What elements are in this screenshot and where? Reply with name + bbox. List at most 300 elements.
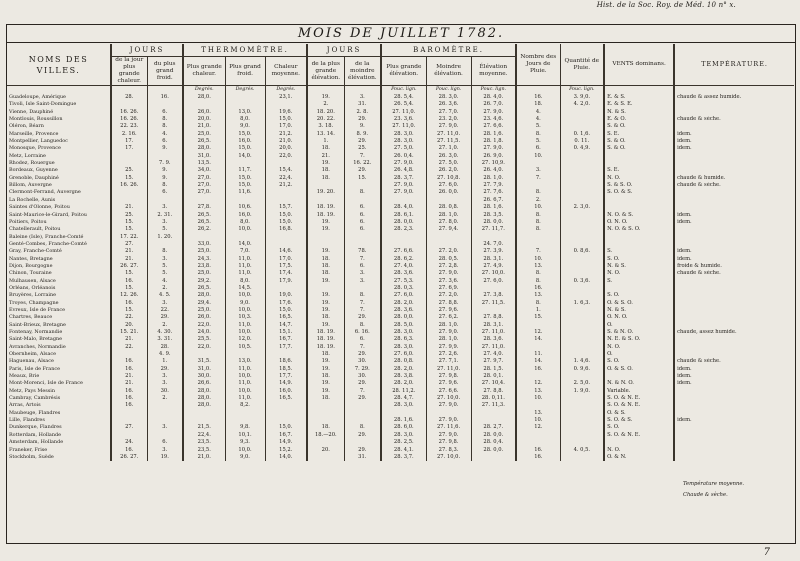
cell-baro-moindre: 28. 0,5. — [426, 256, 471, 263]
cell-baro-plus: 28. 6,3. — [381, 336, 426, 343]
table-row — [7, 424, 794, 431]
cell-jour-chaleur: 22. — [111, 344, 147, 351]
cell-plus-grande-chaleur: 28,0. — [183, 94, 225, 101]
cell-baro-plus: 28. 6,0. — [381, 424, 426, 431]
cell-baro-moyenne: 26. 6,7. — [471, 197, 516, 204]
cell-jours-pluie: 1. — [516, 307, 560, 314]
cell-plus-grande-chaleur: 22,4. — [183, 432, 225, 439]
cell-baro-plus: 28. 6,1. — [381, 212, 426, 219]
cell-baro-moindre: 27. 9,4. — [426, 226, 471, 233]
cell-plus-grande-chaleur: 20,0. — [183, 116, 225, 123]
cell-baro-plus: 28. 5,4. — [381, 94, 426, 101]
cell-temperature — [674, 241, 794, 248]
cell-jours-pluie: 16. — [516, 94, 560, 101]
cell-baro-plus: 28. 3,0. — [381, 329, 426, 336]
cell-plus-grand-froid: 8,0. — [225, 116, 265, 123]
cell-city: Bordeaux, Guyenne — [9, 167, 58, 174]
cell-temperature — [674, 197, 794, 204]
cell-vents: N. E. & S. O. — [604, 336, 674, 343]
unit-label: Degrés. — [265, 86, 307, 95]
units-row — [7, 86, 794, 95]
cell-jour-moindre-elevation: 29. — [344, 138, 381, 145]
cell-baro-moindre: 27. 8,0. — [426, 219, 471, 226]
cell-jour-froid: 5. — [147, 263, 183, 270]
cell-jour-froid: 2. 31. — [147, 212, 183, 219]
cell-plus-grande-chaleur: 13,5. — [183, 160, 225, 167]
table-row — [7, 182, 794, 189]
cell-jour-moindre-elevation: 8. 9. — [344, 131, 381, 138]
header-temperature: TEMPÉRATURE. — [674, 44, 794, 86]
cell-jour-chaleur: 2. 16. — [111, 131, 147, 138]
table-body — [7, 86, 794, 462]
cell-plus-grand-froid: 11,0. — [225, 270, 265, 277]
cell-chaleur-moyenne: 18,6. — [265, 358, 307, 365]
header-names: NOMS DES VILLES. — [7, 44, 111, 86]
header-plus-grande-chaleur: Plus grande chaleur. — [183, 57, 225, 86]
cell-plus-grand-froid: 14,5. — [225, 285, 265, 292]
table-row — [7, 314, 794, 321]
cell-plus-grande-chaleur: 25,0. — [183, 248, 225, 255]
cell-jour-chaleur: 28. — [111, 94, 147, 101]
cell-chaleur-moyenne — [265, 234, 307, 241]
table-row — [7, 307, 794, 314]
cell-baro-plus: 28. 6,2. — [381, 256, 426, 263]
cell-plus-grand-froid: 11,0. — [225, 263, 265, 270]
cell-jour-froid: 30. — [147, 388, 183, 395]
cell-jour-moindre-elevation: 2. 8. — [344, 109, 381, 116]
cell-baro-moindre: 27. 9,6. — [426, 380, 471, 387]
cell-jour-chaleur: 20. — [111, 322, 147, 329]
cell-vents: E. & O. — [604, 116, 674, 123]
cell-baro-plus: 26. 0,4. — [381, 153, 426, 160]
cell-vents: S. O. — [604, 358, 674, 365]
header-vents: VENTS dominans. — [604, 44, 674, 86]
cell-baro-plus: 27. 5,3. — [381, 278, 426, 285]
cell-baro-plus: 23. 3,6. — [381, 116, 426, 123]
cell-jour-froid: 1. — [147, 358, 183, 365]
cell-plus-grande-chaleur: 26,0. — [183, 314, 225, 321]
cell-city: Monosque, Provence — [9, 145, 61, 152]
cell-quantite-pluie — [560, 123, 604, 130]
cell-baro-moyenne: 28. 1,0. — [471, 175, 516, 182]
cell-baro-moindre: 26. 3,6. — [426, 101, 471, 108]
cell-jour-plus-elevation: 2. — [307, 101, 344, 108]
cell-plus-grand-froid: 12,0. — [225, 336, 265, 343]
cell-jour-chaleur: 15. — [111, 175, 147, 182]
cell-jour-froid: 3. — [147, 447, 183, 454]
cell-plus-grande-chaleur: 31,5. — [183, 358, 225, 365]
cell-jour-plus-elevation: 19. — [307, 292, 344, 299]
cell-chaleur-moyenne: 15,0. — [265, 212, 307, 219]
cell-jour-plus-elevation: 18. — [307, 263, 344, 270]
cell-plus-grand-froid: 9,8. — [225, 424, 265, 431]
cell-chaleur-moyenne: 15,4. — [265, 167, 307, 174]
cell-baro-plus: 27. 11,0. — [381, 123, 426, 130]
cell-city: Mulhausen, Alsace — [9, 277, 56, 284]
cell-jour-moindre-elevation: 6. — [344, 226, 381, 233]
cell-vents: S. O. & N. E. — [604, 432, 674, 439]
cell-temperature — [674, 226, 794, 233]
cell-jour-froid: 9. — [147, 175, 183, 182]
cell-baro-moyenne: 27. 11,5. — [471, 300, 516, 307]
cell-city: Chinon, Touraine — [9, 270, 52, 277]
cell-plus-grand-froid: 14,0. — [225, 241, 265, 248]
cell-plus-grand-froid — [225, 94, 265, 101]
cell-chaleur-moyenne: 14,9. — [265, 380, 307, 387]
cell-jour-plus-elevation: 19. — [307, 160, 344, 167]
cell-jour-froid: 8. — [147, 116, 183, 123]
cell-jour-froid: 4. 30. — [147, 329, 183, 336]
table-row — [7, 197, 794, 204]
cell-vents: S. O. & N. E. — [604, 395, 674, 402]
cell-jour-plus-elevation: 18. 20. — [307, 109, 344, 116]
title-rule — [7, 42, 795, 43]
cell-chaleur-moyenne: 16,7. — [265, 432, 307, 439]
cell-baro-moindre: 27. 9,9. — [426, 344, 471, 351]
cell-plus-grande-chaleur: 31,0. — [183, 153, 225, 160]
cell-vents: N. O. — [604, 175, 674, 182]
cell-jour-moindre-elevation: 3. — [344, 94, 381, 101]
cell-city: Franeker, Frise — [9, 446, 48, 453]
cell-jour-moindre-elevation — [344, 439, 381, 446]
cell-jour-plus-elevation: 18. — [307, 270, 344, 277]
cell-plus-grand-froid: 10,3. — [225, 314, 265, 321]
cell-jour-chaleur: 16. — [111, 358, 147, 365]
cell-baro-moyenne: 28. 0,0. — [471, 219, 516, 226]
cell-chaleur-moyenne: 17,6. — [265, 300, 307, 307]
cell-jour-plus-elevation — [307, 417, 344, 424]
cell-jours-pluie: 8. — [516, 300, 560, 307]
cell-jour-chaleur — [111, 160, 147, 167]
cell-quantite-pluie — [560, 109, 604, 116]
table-row — [7, 329, 794, 336]
cell-jours-pluie: 5. — [516, 123, 560, 130]
cell-baro-plus: 28. 3,7. — [381, 454, 426, 461]
cell-jour-chaleur — [111, 410, 147, 417]
cell-temperature: chaude & sèche. — [674, 270, 794, 277]
cell-plus-grand-froid: 16,0. — [225, 212, 265, 219]
cell-jour-froid: 3. — [147, 380, 183, 387]
cell-plus-grande-chaleur: 24,3. — [183, 256, 225, 263]
cell-city: La Rochelle, Aunis — [9, 196, 56, 203]
cell-plus-grande-chaleur: 26,2. — [183, 226, 225, 233]
cell-jour-moindre-elevation: 6. — [344, 204, 381, 211]
cell-city: Evreux, Isle de France — [9, 306, 66, 313]
cell-jour-chaleur: 21. — [111, 256, 147, 263]
cell-jour-froid — [147, 410, 183, 417]
cell-baro-moindre: 27. 10,8. — [426, 175, 471, 182]
cell-jour-froid — [147, 241, 183, 248]
cell-quantite-pluie — [560, 175, 604, 182]
cell-plus-grand-froid: 9,0. — [225, 123, 265, 130]
cell-plus-grand-froid: 10,0. — [225, 447, 265, 454]
cell-baro-moindre: 27. 9,6. — [426, 307, 471, 314]
cell-plus-grande-chaleur: 26,5. — [183, 138, 225, 145]
cell-jours-pluie: 8. — [516, 189, 560, 196]
cell-jours-pluie: 8. — [516, 226, 560, 233]
cell-jour-chaleur: 16. — [111, 402, 147, 409]
cell-jour-chaleur: 25. — [111, 167, 147, 174]
cell-plus-grande-chaleur — [183, 351, 225, 358]
cell-baro-moyenne: 27. 10,0. — [471, 270, 516, 277]
cell-jour-chaleur — [111, 197, 147, 204]
cell-jour-moindre-elevation: 6. — [344, 219, 381, 226]
cell-baro-moindre: 27. 8,3. — [426, 447, 471, 454]
cell-baro-moyenne: 28. 3,1. — [471, 322, 516, 329]
cell-baro-moindre: 27. 11,5. — [426, 138, 471, 145]
cell-vents — [604, 285, 674, 292]
cell-jour-chaleur: 16. — [111, 366, 147, 373]
cell-jours-pluie: 10. — [516, 417, 560, 424]
cell-baro-plus: 27. 4,0. — [381, 263, 426, 270]
header-jours-chaleur: de la jour plus grande chaleur. — [111, 57, 147, 86]
cell-temperature — [674, 410, 794, 417]
cell-chaleur-moyenne: 18,5. — [265, 366, 307, 373]
cell-plus-grand-froid: 10,0. — [225, 373, 265, 380]
cell-jour-froid: 7. 9. — [147, 160, 183, 167]
cell-jour-plus-elevation: 19. — [307, 94, 344, 101]
cell-chaleur-moyenne: 15,7. — [265, 204, 307, 211]
cell-city: Saint-Maurice-le-Girard, Poitou — [9, 211, 87, 218]
cell-jour-plus-elevation: 18. — [307, 351, 344, 358]
table-row — [7, 241, 794, 248]
cell-plus-grande-chaleur: 26,5. — [183, 285, 225, 292]
cell-baro-plus: 28. 11,2. — [381, 388, 426, 395]
cell-jour-moindre-elevation — [344, 234, 381, 241]
header-moindre-elevation: Moindre élévation. — [426, 57, 471, 86]
cell-jour-plus-elevation: 18. — [307, 314, 344, 321]
cell-plus-grande-chaleur: 21,0. — [183, 123, 225, 130]
cell-temperature — [674, 160, 794, 167]
cell-plus-grande-chaleur: 27,0. — [183, 175, 225, 182]
cell-quantite-pluie — [560, 153, 604, 160]
cell-baro-moyenne: 27. 11,0. — [471, 344, 516, 351]
cell-jours-pluie: 2. — [516, 197, 560, 204]
cell-plus-grand-froid: 10,0. — [225, 329, 265, 336]
cell-vents — [604, 241, 674, 248]
cell-vents: S. O. — [604, 424, 674, 431]
cell-city: Maubeuge, Flandres — [9, 409, 61, 416]
cell-jours-pluie: 10. — [516, 204, 560, 211]
cell-jour-froid — [147, 432, 183, 439]
cell-baro-moyenne: 27. 11,3. — [471, 402, 516, 409]
cell-city: Saintes d'Olonne, Poitou — [9, 204, 70, 211]
cell-jours-pluie: 10. — [516, 395, 560, 402]
cell-city: Marseille, Provence — [9, 130, 59, 137]
cell-plus-grand-froid: 10,0. — [225, 388, 265, 395]
cell-baro-plus: 28. 0,8. — [381, 358, 426, 365]
cell-quantite-pluie — [560, 226, 604, 233]
cell-baro-moyenne: 27. 7,6. — [471, 189, 516, 196]
cell-jour-froid: 3. — [147, 373, 183, 380]
cell-jour-plus-elevation — [307, 234, 344, 241]
cell-plus-grande-chaleur — [183, 417, 225, 424]
cell-vents: O. N. O. — [604, 219, 674, 226]
table-row — [7, 373, 794, 380]
cell-baro-moindre: 26. 3,0. — [426, 153, 471, 160]
cell-baro-moindre: 27. 6,6. — [426, 388, 471, 395]
header-pluie-quantite: Quantité de Pluie. — [560, 44, 604, 86]
cell-baro-moindre: 27. 2,6. — [426, 351, 471, 358]
cell-temperature: idem. — [674, 212, 794, 219]
cell-plus-grande-chaleur: 31,0. — [183, 366, 225, 373]
cell-jours-pluie: 13. — [516, 410, 560, 417]
cell-city: Grenoble, Dauphiné — [9, 174, 59, 181]
cell-vents — [604, 439, 674, 446]
cell-plus-grande-chaleur — [183, 234, 225, 241]
cell-jours-pluie: 3. — [516, 167, 560, 174]
cell-plus-grand-froid: 9,0. — [225, 300, 265, 307]
cell-quantite-pluie — [560, 160, 604, 167]
cell-jour-froid — [147, 101, 183, 108]
cell-jour-moindre-elevation: 30. — [344, 373, 381, 380]
cell-baro-plus: 28. 0,0. — [381, 219, 426, 226]
cell-jour-froid: 5. — [147, 270, 183, 277]
cell-jour-moindre-elevation: 15. — [344, 175, 381, 182]
cell-jour-chaleur — [111, 153, 147, 160]
cell-city: Stockholm, Suède — [9, 453, 54, 460]
cell-city: Cambray, Cambrésis — [9, 395, 61, 402]
cell-baro-moindre: 27. 9,0. — [426, 123, 471, 130]
cell-jour-plus-elevation — [307, 402, 344, 409]
cell-quantite-pluie — [560, 424, 604, 431]
cell-baro-moyenne: 27. 3,8. — [471, 292, 516, 299]
cell-baro-moyenne: 28. 0,0. — [471, 432, 516, 439]
cell-baro-moyenne — [471, 417, 516, 424]
cell-jours-pluie: 13. — [516, 292, 560, 299]
cell-jours-pluie: 16. — [516, 366, 560, 373]
cell-plus-grande-chaleur: 28,0. — [183, 145, 225, 152]
cell-temperature — [674, 204, 794, 211]
cell-jour-froid: 3. — [147, 219, 183, 226]
cell-plus-grand-froid: 10,1. — [225, 432, 265, 439]
cell-jours-pluie — [516, 373, 560, 380]
cell-jour-froid — [147, 153, 183, 160]
cell-plus-grande-chaleur: 25,0. — [183, 270, 225, 277]
cell-plus-grande-chaleur: 26,5. — [183, 212, 225, 219]
table-row — [7, 292, 794, 299]
cell-plus-grande-chaleur: 30,0. — [183, 373, 225, 380]
cell-quantite-pluie — [560, 439, 604, 446]
cell-baro-plus: 28. 0,3. — [381, 285, 426, 292]
cell-baro-moindre: 27. 10,0. — [426, 395, 471, 402]
cell-temperature — [674, 189, 794, 196]
cell-plus-grand-froid: 15,0. — [225, 145, 265, 152]
cell-jour-plus-elevation: 1. — [307, 138, 344, 145]
cell-vents: N. & S. — [604, 307, 674, 314]
table-row — [7, 402, 794, 409]
cell-plus-grand-froid: 10,5. — [225, 344, 265, 351]
cell-quantite-pluie — [560, 219, 604, 226]
cell-quantite-pluie — [560, 314, 604, 321]
cell-jour-froid: 2. — [147, 395, 183, 402]
cell-plus-grande-chaleur: 27,8. — [183, 204, 225, 211]
unit-label: Pouc. lign. — [471, 86, 516, 95]
cell-baro-plus: 28. 3,7. — [381, 175, 426, 182]
cell-chaleur-moyenne: 20,0. — [265, 145, 307, 152]
cell-vents: N. O. — [604, 270, 674, 277]
cell-plus-grande-chaleur: 25,5. — [183, 336, 225, 343]
cell-plus-grande-chaleur: 26,6. — [183, 380, 225, 387]
cell-chaleur-moyenne: 14,9. — [265, 439, 307, 446]
cell-vents: Variable. — [604, 388, 674, 395]
cell-city: Vienne, Dauphiné — [9, 108, 54, 115]
cell-jour-moindre-elevation — [344, 402, 381, 409]
cell-temperature — [674, 153, 794, 160]
cell-temperature — [674, 307, 794, 314]
cell-jour-moindre-elevation: 30. — [344, 358, 381, 365]
cell-city: Clermont-Ferrand, Auvergne — [9, 189, 81, 196]
table-row — [7, 256, 794, 263]
cell-baro-moyenne: 27. 7,9. — [471, 182, 516, 189]
cell-vents: S. & O. — [604, 138, 674, 145]
page-title: MOIS DE JUILLET 1782. — [297, 26, 505, 41]
table-row — [7, 219, 794, 226]
header-jour-moindre-elevation: de la moindre élévation. — [344, 57, 381, 86]
cell-vents: S. O. & S. — [604, 189, 674, 196]
cell-baro-moindre: 27. 5,0. — [426, 160, 471, 167]
cell-baro-moindre — [426, 410, 471, 417]
cell-jour-plus-elevation — [307, 454, 344, 461]
cell-plus-grand-froid: 10,6. — [225, 204, 265, 211]
cell-jour-plus-elevation: 13. 14. — [307, 131, 344, 138]
cell-baro-plus: 28. 4,0. — [381, 204, 426, 211]
cell-baro-moyenne: 27. 9,0. — [471, 145, 516, 152]
temperature-notes — [683, 479, 795, 501]
cell-jour-chaleur — [111, 432, 147, 439]
table-row — [7, 248, 794, 255]
cell-chaleur-moyenne — [265, 402, 307, 409]
cell-baro-moindre — [426, 234, 471, 241]
cell-chaleur-moyenne: 14,7. — [265, 322, 307, 329]
cell-plus-grande-chaleur: 28,0. — [183, 292, 225, 299]
cell-quantite-pluie — [560, 167, 604, 174]
cell-baro-moyenne: 28. 4,0. — [471, 94, 516, 101]
cell-plus-grand-froid — [225, 101, 265, 108]
cell-chaleur-moyenne: 21,2. — [265, 131, 307, 138]
table-row — [7, 388, 794, 395]
cell-jour-froid: 3. — [147, 204, 183, 211]
cell-jour-moindre-elevation — [344, 410, 381, 417]
cell-jours-pluie: 7. — [516, 175, 560, 182]
cell-plus-grand-froid: 10,0. — [225, 226, 265, 233]
cell-baro-moindre — [426, 197, 471, 204]
cell-baro-moyenne: 28. 0,11. — [471, 395, 516, 402]
cell-baro-moindre: 27. 9,8. — [426, 439, 471, 446]
cell-vents: E. & S. E. — [604, 101, 674, 108]
cell-jour-moindre-elevation — [344, 285, 381, 292]
header-jours-froid: du plus grand froid. — [147, 57, 183, 86]
cell-baro-plus: 28. 3,0. — [381, 432, 426, 439]
cell-jour-chaleur: 16. — [111, 278, 147, 285]
cell-jour-moindre-elevation: 29. — [344, 380, 381, 387]
table-row — [7, 116, 794, 123]
cell-chaleur-moyenne — [265, 160, 307, 167]
table-row — [7, 417, 794, 424]
cell-jour-chaleur — [111, 351, 147, 358]
cell-plus-grand-froid: 7,0. — [225, 248, 265, 255]
cell-vents: S. O. — [604, 256, 674, 263]
cell-jour-chaleur: 15. — [111, 219, 147, 226]
cell-plus-grande-chaleur — [183, 410, 225, 417]
cell-temperature: idem. — [674, 248, 794, 255]
cell-temperature: idem. — [674, 219, 794, 226]
cell-temperature — [674, 123, 794, 130]
cell-city: Fontenay, Normandie — [9, 329, 63, 335]
cell-quantite-pluie — [560, 402, 604, 409]
cell-city: Chatellerault, Poitou — [9, 226, 61, 233]
cell-temperature — [674, 167, 794, 174]
